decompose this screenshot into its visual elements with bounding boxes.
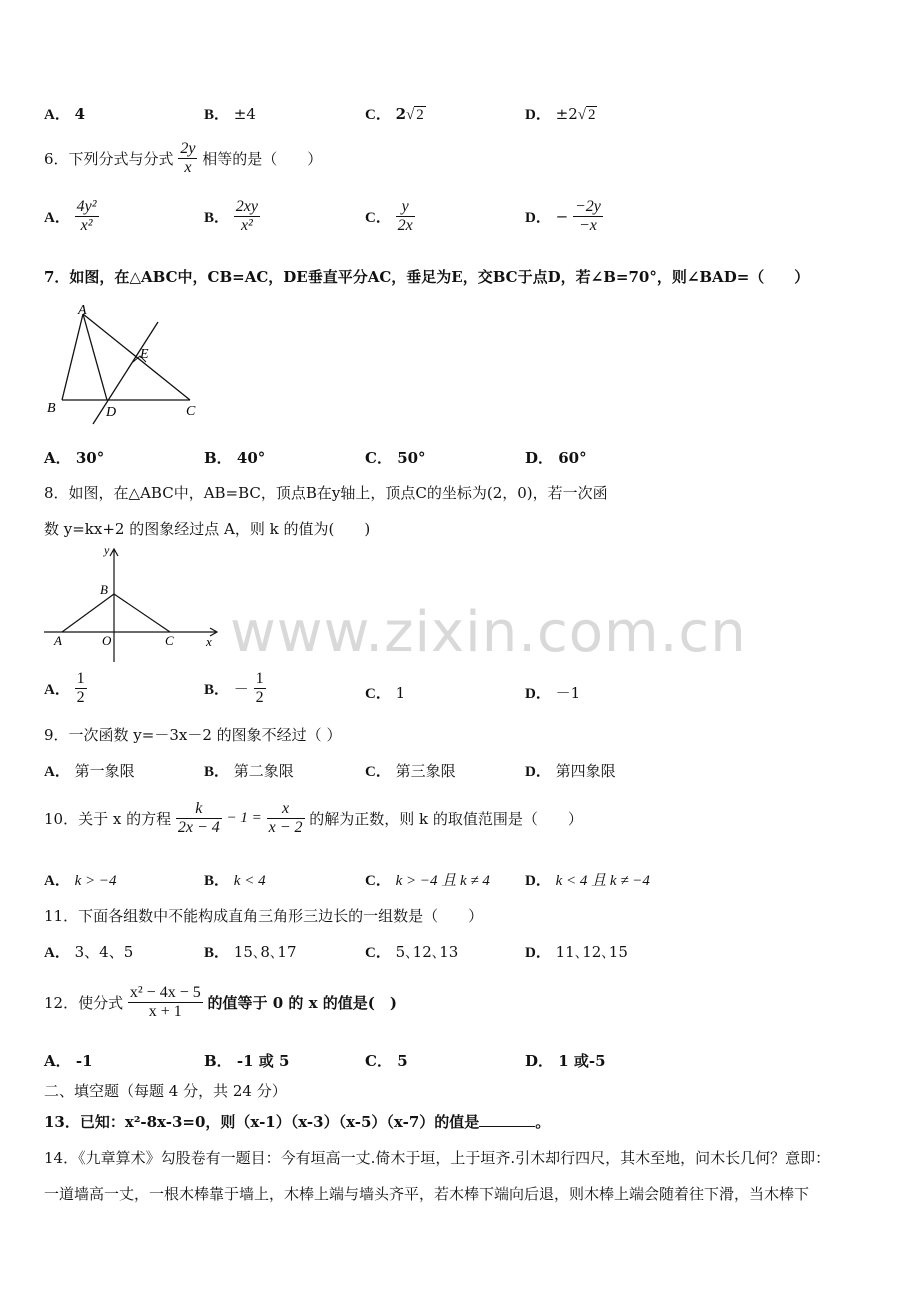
q5-option-b: B． ±4 [204,105,256,123]
q12-option-d: D． 1 或-5 [525,1052,606,1070]
label-d: D [106,405,117,420]
q5-option-a: A． 4 [44,105,86,123]
q7-option-b: B． 40° [204,449,266,467]
label-e: E [140,347,149,362]
answer-blank[interactable] [479,1126,535,1127]
q6-option-c: C． $\frac{y}{2x}$ [365,198,413,234]
q12-option-c: C． 5 [365,1052,408,1070]
question-14-line-2: 一道墙高一丈，一根木棒靠于墙上，木棒上端与墙头齐平，若木棒下端向后退，则木棒上端会随着往下滑，当木棒下 [44,1185,810,1203]
question-13: 13．已知：x²-8x-3=0，则（x-1）（x-3）（x-5）（x-7）的值是 。 [44,1113,551,1131]
question-9: 9．一次函数 y=－3x－2 的图象不经过（ ） [44,726,342,744]
q8-option-d: D． －1 [525,684,581,702]
q7-option-d: D． 60° [525,449,587,467]
q5-option-c: C． 2√ 2 [365,105,424,123]
q11-option-d: D． 11､12､15 [525,943,628,961]
q9-option-a: A． 第一象限 [44,762,135,780]
q8-option-b: B． － $\frac{1}{2}$ [204,670,264,706]
q5-option-d: D． ±2√ 2 [525,105,596,123]
question-7: 7．如图，在△ABC中，CB=AC，DE垂直平分AC，垂足为E，交BC于点D，若∠B=70°，则∠BAD=（ ） [44,268,810,286]
label-b: B [47,401,56,416]
question-14-line-1: 14．《九章算术》勾股卷有一题目：今有垣高一丈.倚木于垣，上于垣齐.引木却行四尺，其木至地，问木长几何？意即： [44,1149,831,1167]
question-12: 12．使分式 $\frac{\text{x² − 4x − 5}}{x + 1}$ 的值等于 0 的 x 的值是( ) [44,984,397,1020]
label-x: x [206,634,212,649]
q10-option-d: D． k < 4 且 k ≠ −4 [525,873,650,889]
q6-option-b: B． $\frac{2xy}{\text{x²}}$ [204,198,258,234]
q7-option-c: C． 50° [365,449,426,467]
q8-coordinate-figure [40,542,230,667]
q12-option-a: A． -1 [44,1052,93,1070]
label-a: A [54,633,62,648]
question-11: 11．下面各组数中不能构成直角三角形三边长的一组数是（ ） [44,907,484,925]
q6-option-a: A． $\frac{\text{4y²}}{\text{x²}}$ [44,198,97,234]
label-o: O [102,633,112,648]
q8-option-a: A． $\frac{1}{2}$ [44,670,85,706]
q9-option-d: D． 第四象限 [525,762,616,780]
q9-option-c: C． 第三象限 [365,762,456,780]
q10-option-c: C． k > −4 且 k ≠ 4 [365,873,490,889]
watermark: www.zixin.com.cn [230,600,747,665]
q7-triangle-figure [40,300,230,430]
q10-option-a: A． k > −4 [44,873,117,889]
q11-option-a: A． 3、4、5 [44,943,134,961]
q12-option-b: B． -1 或 5 [204,1052,290,1070]
label-y: y [104,543,110,557]
label-a: A [78,303,87,318]
q10-option-b: B． k < 4 [204,873,266,889]
q6-option-d: D． − $\frac{-2y}{-x}$ [525,198,601,234]
q11-option-c: C． 5､12､13 [365,943,459,961]
label-c: C [186,404,196,419]
section-heading-fill-in: 二、填空题（每题 4 分，共 24 分） [44,1082,287,1100]
q11-option-b: B． 15､8､17 [204,943,297,961]
question-8-line-1: 8．如图，在△ABC中，AB=BC，顶点B在y轴上，顶点C的坐标为(2，0)，若一次函 [44,484,608,502]
label-b: B [100,582,108,597]
label-c: C [165,633,174,648]
q9-option-b: B． 第二象限 [204,762,294,780]
question-6: 6．下列分式与分式 $\frac{2y}{x}$ 相等的是（ ） [44,140,323,176]
question-8-line-2: 数 y=kx+2 的图象经过点 A，则 k 的值为( ) [44,520,371,538]
question-10: 10．关于 x 的方程 $\frac{k}{2x - 4}$ − 1 = $\frac{x}{x - 2}$ 的解为正数，则 k 的取值范围是（ ） [44,800,583,836]
q7-option-a: A． 30° [44,449,105,467]
q8-option-c: C． 1 [365,684,406,702]
